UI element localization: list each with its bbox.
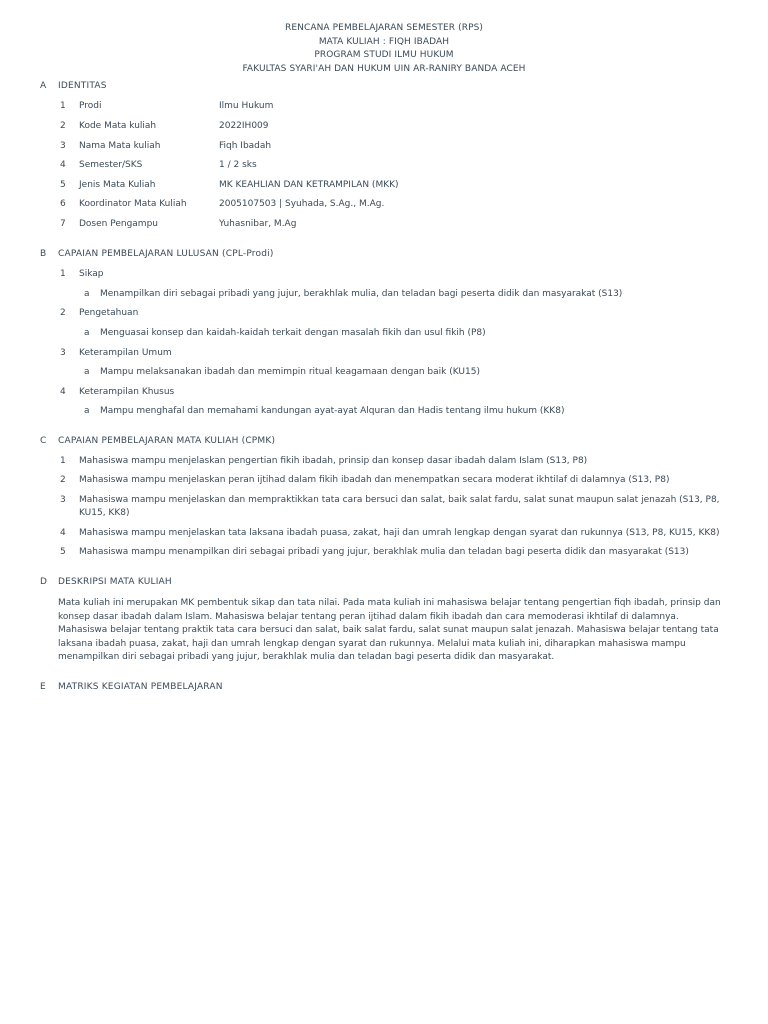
cpmk-item-text: Mahasiswa mampu menjelaskan tata laksana ibadah puasa, zakat, haji dan umrah lengkap dengan syarat dan rukunnya (S13, P8, KU15, KK8) bbox=[79, 528, 720, 538]
section-c-letter: C bbox=[40, 436, 47, 446]
section-b-letter: B bbox=[40, 249, 47, 259]
cpl-group-label: Pengetahuan bbox=[79, 308, 139, 318]
identity-row-num: 2 bbox=[60, 121, 66, 131]
identity-row-value: Yuhasnibar, M.Ag bbox=[219, 219, 297, 229]
cpmk-item-text: Mahasiswa mampu menjelaskan dan mempraktikkan tata cara bersuci dan salat, baik salat fardu, salat sunat maupun salat jenazah (S13, P8, KU15, KK8) bbox=[79, 495, 720, 518]
identity-row-num: 4 bbox=[60, 160, 66, 170]
cpl-item-letter: a bbox=[84, 406, 90, 416]
identity-row-value: Fiqh Ibadah bbox=[219, 141, 272, 151]
identity-row-num: 5 bbox=[60, 180, 66, 190]
section-b-title: CAPAIAN PEMBELAJARAN LULUSAN (CPL-Prodi) bbox=[58, 249, 274, 259]
header-title: RENCANA PEMBELAJARAN SEMESTER (RPS) bbox=[284, 23, 484, 33]
identity-row-value: 2022IH009 bbox=[219, 121, 269, 131]
identity-row-label: Semester/SKS bbox=[79, 160, 143, 170]
cpmk-item-num: 1 bbox=[60, 456, 66, 466]
identity-row-label: Jenis Mata Kuliah bbox=[79, 180, 156, 190]
cpl-item-text: Mampu menghafal dan memahami kandungan ayat-ayat Alquran dan Hadis tentang ilmu hukum (KK8) bbox=[100, 406, 565, 416]
cpl-group-num: 1 bbox=[60, 269, 66, 279]
cpl-item-letter: a bbox=[84, 289, 90, 299]
cpl-item-text: Menampilkan diri sebagai pribadi yang jujur, berakhlak mulia, dan teladan bagi peserta didik dan masyarakat (S13) bbox=[100, 289, 623, 299]
section-c-title: CAPAIAN PEMBELAJARAN MATA KULIAH (CPMK) bbox=[58, 436, 276, 446]
cpl-group-num: 2 bbox=[60, 308, 66, 318]
identity-row-value: 2005107503 | Syuhada, S.Ag., M.Ag. bbox=[219, 199, 385, 209]
section-e-letter: E bbox=[40, 682, 46, 692]
section-e-title: MATRIKS KEGIATAN PEMBELAJARAN bbox=[58, 682, 223, 692]
cpl-group-label: Sikap bbox=[79, 269, 104, 279]
cpl-item-text: Menguasai konsep dan kaidah-kaidah terkait dengan masalah fikih dan usul fikih (P8) bbox=[100, 328, 486, 338]
section-d-title: DESKRIPSI MATA KULIAH bbox=[58, 577, 172, 587]
identity-row-num: 1 bbox=[60, 101, 66, 111]
header-program: PROGRAM STUDI ILMU HUKUM bbox=[314, 50, 454, 60]
cpmk-item-text: Mahasiswa mampu menjelaskan pengertian fikih ibadah, prinsip dan konsep dasar ibadah dalam Islam (S13, P8) bbox=[79, 456, 588, 466]
identity-row-value: Ilmu Hukum bbox=[219, 101, 274, 111]
identity-row-value: MK KEAHLIAN DAN KETRAMPILAN (MKK) bbox=[219, 180, 399, 190]
cpl-item-text: Mampu melaksanakan ibadah dan memimpin ritual keagamaan dengan baik (KU15) bbox=[100, 367, 480, 377]
section-a-letter: A bbox=[40, 81, 47, 91]
cpl-group-num: 4 bbox=[60, 387, 66, 397]
identity-row-label: Koordinator Mata Kuliah bbox=[79, 199, 187, 209]
cpl-item-letter: a bbox=[84, 328, 90, 338]
cpl-item-letter: a bbox=[84, 367, 90, 377]
identity-row-label: Dosen Pengampu bbox=[79, 219, 158, 229]
cpl-group-label: Keterampilan Khusus bbox=[79, 387, 175, 397]
identity-row-label: Nama Mata kuliah bbox=[79, 141, 161, 151]
cpmk-item-num: 2 bbox=[60, 475, 66, 485]
header-faculty: FAKULTAS SYARI'AH DAN HUKUM UIN AR-RANIRY BANDA ACEH bbox=[242, 63, 526, 74]
identity-row-label: Kode Mata kuliah bbox=[79, 121, 157, 131]
cpmk-item-num: 3 bbox=[60, 495, 66, 505]
identity-row-label: Prodi bbox=[79, 101, 102, 111]
identity-row-num: 6 bbox=[60, 199, 66, 209]
cpl-group-label: Keterampilan Umum bbox=[79, 348, 172, 358]
header-course: MATA KULIAH : FIQH IBADAH bbox=[318, 36, 450, 47]
cpmk-item-text: Mahasiswa mampu menjelaskan peran ijtihad dalam fikih ibadah dan menempatkan secara moderat ikhtilaf di dalamnya (S13, P8) bbox=[79, 475, 670, 485]
identity-row-num: 7 bbox=[60, 219, 66, 229]
section-a-title: IDENTITAS bbox=[58, 81, 107, 91]
document-header bbox=[0, 22, 768, 76]
cpmk-item-num: 4 bbox=[60, 528, 66, 538]
identity-row-value: 1 / 2 sks bbox=[219, 160, 257, 170]
identity-row-num: 3 bbox=[60, 141, 66, 151]
section-d-letter: D bbox=[40, 577, 47, 587]
cpmk-item-text: Mahasiswa mampu menampilkan diri sebagai pribadi yang jujur, berakhlak mulia dan teladan bagi peserta didik dan masyarakat (S13) bbox=[79, 547, 689, 557]
cpmk-item-num: 5 bbox=[60, 547, 66, 557]
cpl-group-num: 3 bbox=[60, 348, 66, 358]
course-description: Mata kuliah ini merupakan MK pembentuk sikap dan tata nilai. Pada mata kuliah ini mahasiswa belajar tentang pengertian fiqh ibadah, prinsip dan konsep dasar ibadah dalam Islam. Mahasiswa belajar tentang peran ijtihad dalam fikih ibadah dan cara memoderasi ikhtilaf di dalamnya. Mahasiswa belajar tentang praktik tata cara bersuci dan salat, baik salat fardu, salat sunat maupun salat jenazah. Mahasiswa belajar tentang tata laksana ibadah puasa, zakat, haji dan umrah lengkap dengan syarat dan rukunnya. Melalui mata kuliah ini, diharapkan mahasiswa mampu menampilkan diri sebagai pribadi yang jujur, berakhlak mulia dan teladan bagi peserta didik dan masyarakat. bbox=[58, 598, 721, 662]
